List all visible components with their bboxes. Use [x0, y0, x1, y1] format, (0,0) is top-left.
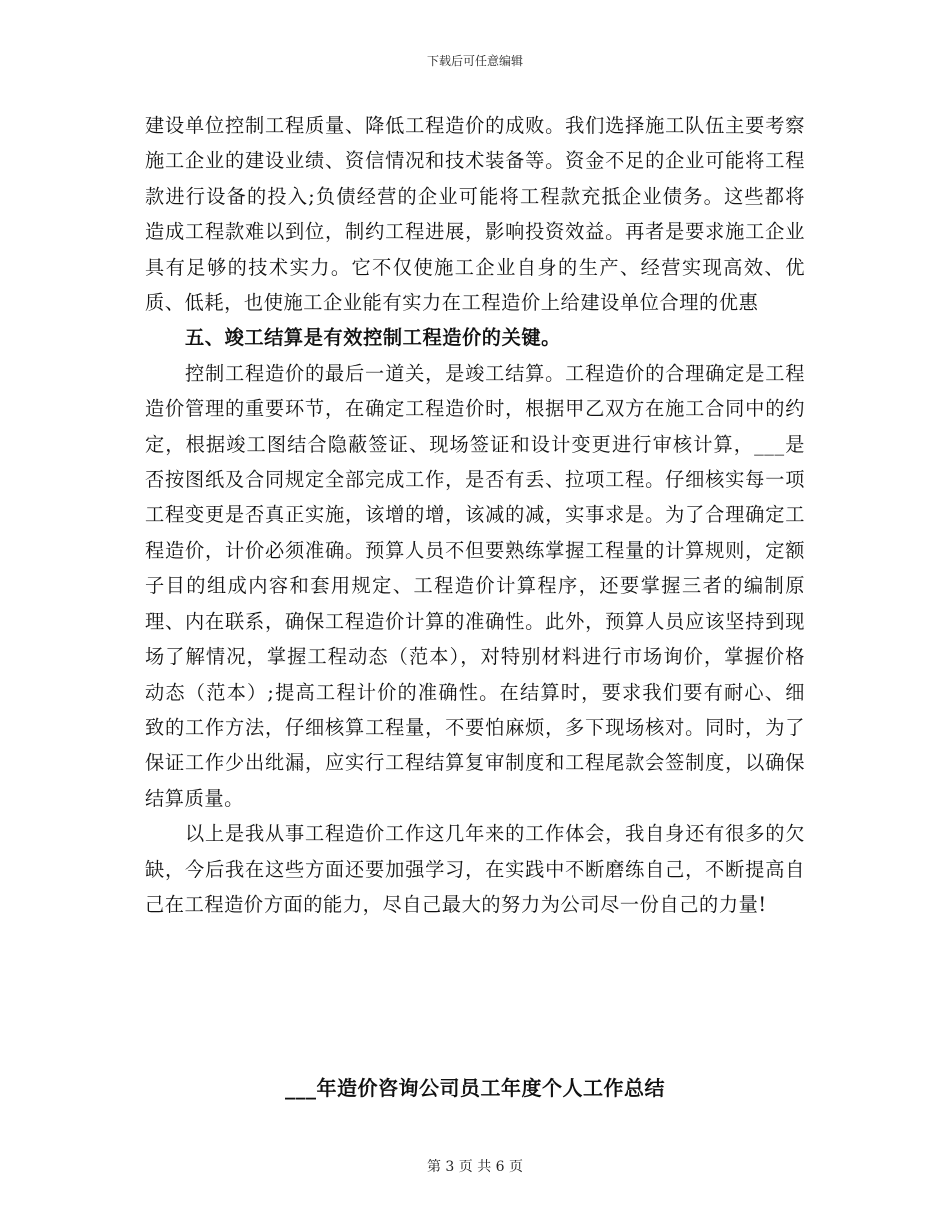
page-footer: 第 3 页 共 6 页: [426, 1159, 524, 1175]
paragraph-1: 建设单位控制工程质量、降低工程造价的成败。我们选择施工队伍主要考察施工企业的建设业绩、资信情况和技术装备等。资金不足的企业可能将工程款进行设备的投入;负债经营的企业可能将工程款充抵企业债务。这些都将造成工程款难以到位，制约工程进展，影响投资效益。再者是要求施工企业具有足够的技术实力。它不仅使施工企业自身的生产、经营实现高效、优质、低耗，也使施工企业能有实力在工程造价上给建设单位合理的优惠: [145, 114, 805, 315]
section-heading-5: 五、竣工结算是有效控制工程造价的关键。: [185, 326, 561, 350]
page-header: 下载后可任意编辑: [426, 54, 523, 68]
paragraph-3: 以上是我从事工程造价工作这几年来的工作体会，我自身还有很多的欠缺，今后我在这些方面还要加强学习，在实践中不断磨练自己，不断提高自己在工程造价方面的能力，尽自己最大的努力为公司尽一份自己的力量!: [145, 822, 805, 916]
document-body: [145, 108, 805, 922]
paragraph-2: 控制工程造价的最后一道关，是竣工结算。工程造价的合理确定是工程造价管理的重要环节，在确定工程造价时，根据甲乙双方在施工合同中的约定，根据竣工图结合隐蔽签证、现场签证和设计变更进行审核计算，___是否按图纸及合同规定全部完成工作，是否有丢、拉项工程。仔细核实每一项工程变更是否真正实施，该增的增，该减的减，实事求是。为了合理确定工程造价，计价必须准确。预算人员不但要熟练掌握工程量的计算规则，定额子目的组成内容和套用规定、工程造价计算程序，还要掌握三者的编制原理、内在联系，确保工程造价计算的准确性。此外，预算人员应该坚持到现场了解情况，掌握工程动态（范本），对特别材料进行市场询价，掌握价格动态（范本）;提高工程计价的准确性。在结算时，要求我们要有耐心、细致的工作方法，仔细核算工程量，不要怕麻烦，多下现场核对。同时，为了保证工作少出纰漏，应实行工程结算复审制度和工程尾款会签制度，以确保结算质量。: [145, 361, 805, 810]
document-title: ___年造价咨询公司员工年度个人工作总结: [285, 1076, 665, 1100]
